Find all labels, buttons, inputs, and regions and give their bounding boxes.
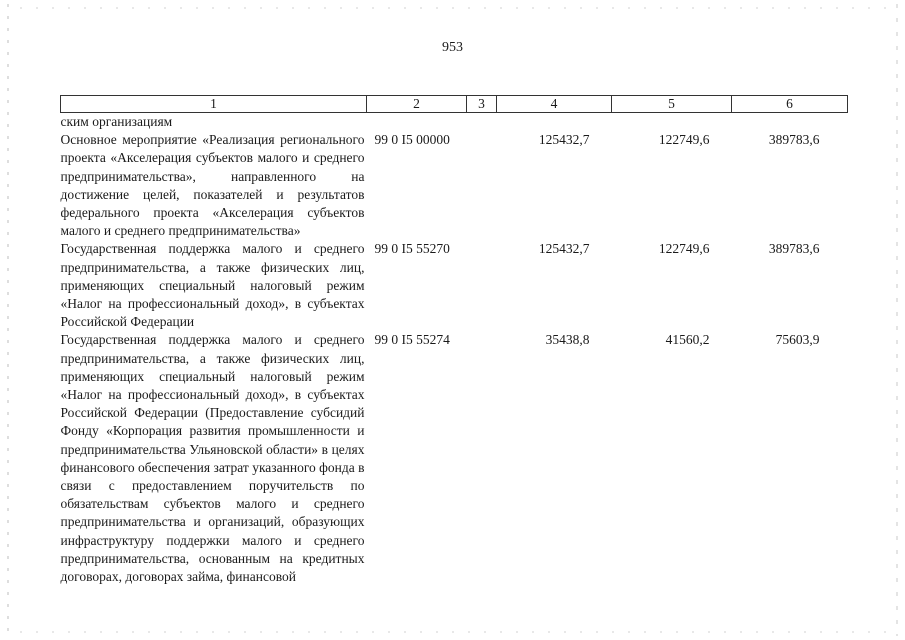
row-value-1: 125432,7 bbox=[538, 241, 590, 257]
table-row bbox=[61, 240, 848, 331]
table-body bbox=[61, 113, 848, 587]
row-value-2: 122749,6 bbox=[658, 132, 710, 148]
header-row bbox=[61, 96, 848, 113]
header-col-1: 1 bbox=[61, 96, 367, 113]
row-col-3 bbox=[467, 240, 497, 331]
row-col-3 bbox=[467, 131, 497, 240]
row-code: 99 0 I5 00000 bbox=[374, 132, 450, 148]
row-value-3: 389783,6 bbox=[768, 132, 820, 148]
header-col-2: 2 bbox=[367, 96, 467, 113]
row-name bbox=[61, 131, 367, 240]
row-name bbox=[61, 240, 367, 331]
budget-table bbox=[60, 95, 848, 586]
header-col-5: 5 bbox=[612, 96, 732, 113]
row-value-3: 75603,9 bbox=[775, 332, 820, 348]
row-col-3 bbox=[467, 331, 497, 586]
table-row bbox=[61, 331, 848, 586]
row-name-text: Основное мероприятие «Реализация регионального проекта «Акселерация субъектов малого и среднего предпринимательства», направленного на достижение целей, показателей и результатов федерального проекта «Акселерация субъектов малого и среднего предпринимательства» bbox=[60, 132, 365, 239]
table-header bbox=[61, 96, 848, 113]
page-number: 953 bbox=[442, 40, 463, 55]
row-value-1: 35438,8 bbox=[545, 332, 590, 348]
row-value-3: 389783,6 bbox=[768, 241, 820, 257]
row-value-2: 122749,6 bbox=[658, 241, 710, 257]
header-col-4: 4 bbox=[497, 96, 612, 113]
row-name-text: Государственная поддержка малого и среднего предпринимательства, а также физических лиц, применяющих специальный налоговый режим «Налог на профессиональный доход», в субъектах Российской Федерации bbox=[60, 241, 365, 330]
row-code: 99 0 I5 55274 bbox=[374, 332, 450, 348]
row-name bbox=[61, 331, 367, 586]
row-code: 99 0 I5 55270 bbox=[374, 241, 450, 257]
header-col-3: 3 bbox=[467, 96, 497, 113]
row-value-2: 41560,2 bbox=[665, 332, 710, 348]
continuation-text: ским организациям bbox=[60, 114, 173, 129]
continuation-row bbox=[61, 113, 848, 132]
table-row bbox=[61, 131, 848, 240]
row-value-1: 125432,7 bbox=[538, 132, 590, 148]
header-col-6: 6 bbox=[732, 96, 848, 113]
row-name-text: Государственная поддержка малого и среднего предпринимательства, а также физических лиц, применяющих специальный налоговый режим «Налог на профессиональный доход», в субъектах Российской Федерации (Предоставление субсидий Фонду «Корпорация развития промышленности и предпринимательства Ульяновской области» в целях финансового обеспечения затрат указанного фонда в связи с предоставлением поручительств по обязательствам субъектов малого и среднего предпринимательства и организаций, образующих инфраструктуру поддержки малого и среднего предпринимательства, основанным на кредитных договорах, договорах займа, финансовой bbox=[60, 332, 365, 585]
